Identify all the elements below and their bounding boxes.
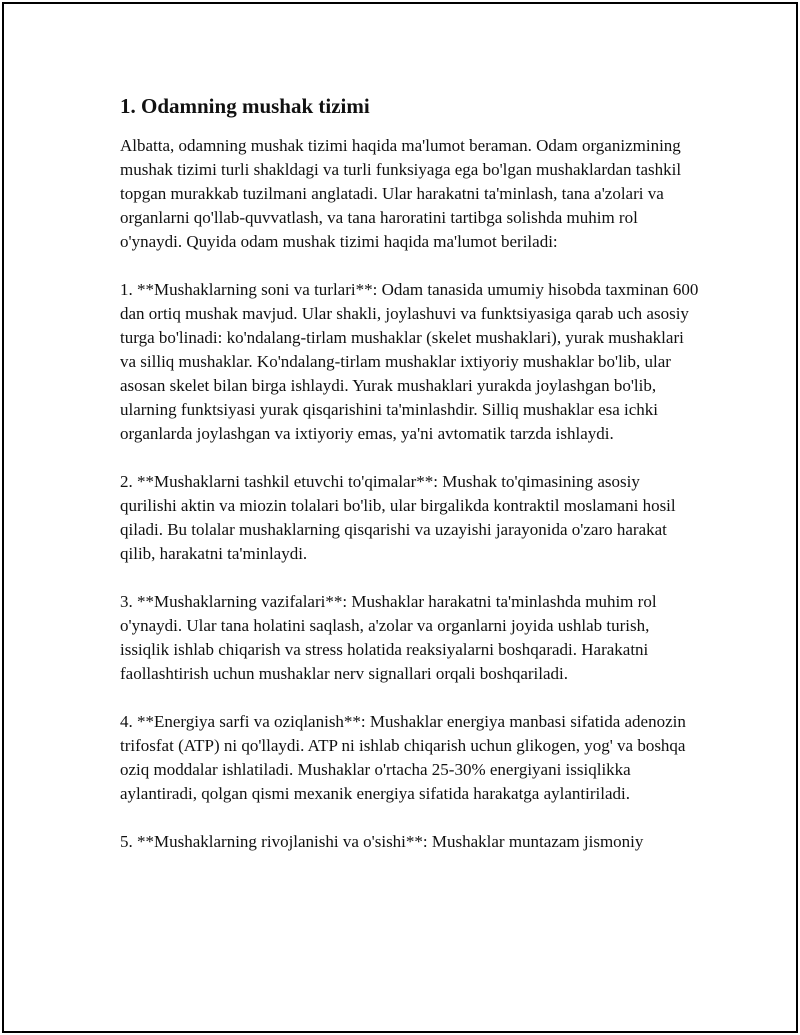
paragraph-energy-nutrition: 4. **Energiya sarfi va oziqlanish**: Mushaklar energiya manbasi sifatida adenozin trifosfat (ATP) ni qo'llaydi. ATP ni ishlab chiqarish uchun glikogen, yog' va boshqa oziq moddalar ishlatiladi. Mushaklar o'rtacha 25-30% energiyani issiqlikka aylantiradi, qolgan qismi mexanik energiya sifatida harakatga aylantiriladi. (120, 712, 686, 803)
paragraph-muscle-tissues: 2. **Mushaklarni tashkil etuvchi to'qimalar**: Mushak to'qimasining asosiy qurilishi aktin va miozin tolalari bo'lib, ular birgalikda kontraktil moslamani hosil qiladi. Bu tolalar mushaklarning qisqarishi va uzayishi jarayonida o'zaro harakat qilib, harakatni ta'minlaydi. (120, 472, 676, 563)
paragraph-muscle-functions: 3. **Mushaklarning vazifalari**: Mushaklar harakatni ta'minlashda muhim rol o'ynaydi. Ular tana holatini saqlash, a'zolar va organlarni joyida ushlab turish, issiqlik ishlab chiqarish va stress holatida reaksiyalarni boshqaradi. Harakatni faollashtirish uchun mushaklar nerv signallari orqali boshqariladi. (120, 592, 657, 683)
paragraph-muscle-count-types: 1. **Mushaklarning soni va turlari**: Odam tanasida umumiy hisobda taxminan 600 dan ortiq mushak mavjud. Ular shakli, joylashuvi va funktsiyasiga qarab uch asosiy turga bo'linadi: ko'ndalang-tirlam mushaklar (skelet mushaklari), yurak mushaklari va silliq mushaklar. Ko'ndalang-tirlam mushaklar ixtiyoriy mushaklar bo'lib, ular asosan skelet bilan birga ishlaydi. Yurak mushaklari yurakda joylashgan bo'lib, ularning funktsiyasi yurak qisqarishini ta'minlashdir. Silliq mushaklar esa ichki organlarda joylashgan va ixtiyoriy emas, ya'ni avtomatik tarzda ishlaydi. (120, 280, 699, 443)
paragraph-muscle-growth: 5. **Mushaklarning rivojlanishi va o'sishi**: Mushaklar muntazam jismoniy (120, 832, 644, 851)
page-frame (2, 2, 798, 1033)
intro-paragraph: Albatta, odamning mushak tizimi haqida ma'lumot beraman. Odam organizmining mushak tizimi turli shakldagi va turli funksiyaga ega bo'lgan mushaklardan tashkil topgan murakkab tuzilmani anglatadi. Ular harakatni ta'minlash, tana a'zolari va organlarni qo'llab-quvvatlash, va tana haroratini tartibga solishda muhim rol o'ynaydi. Quyida odam mushak tizimi haqida ma'lumot beriladi: (120, 136, 682, 251)
document-title: 1. Odamning mushak tizimi (120, 94, 370, 118)
document-body (120, 92, 700, 878)
